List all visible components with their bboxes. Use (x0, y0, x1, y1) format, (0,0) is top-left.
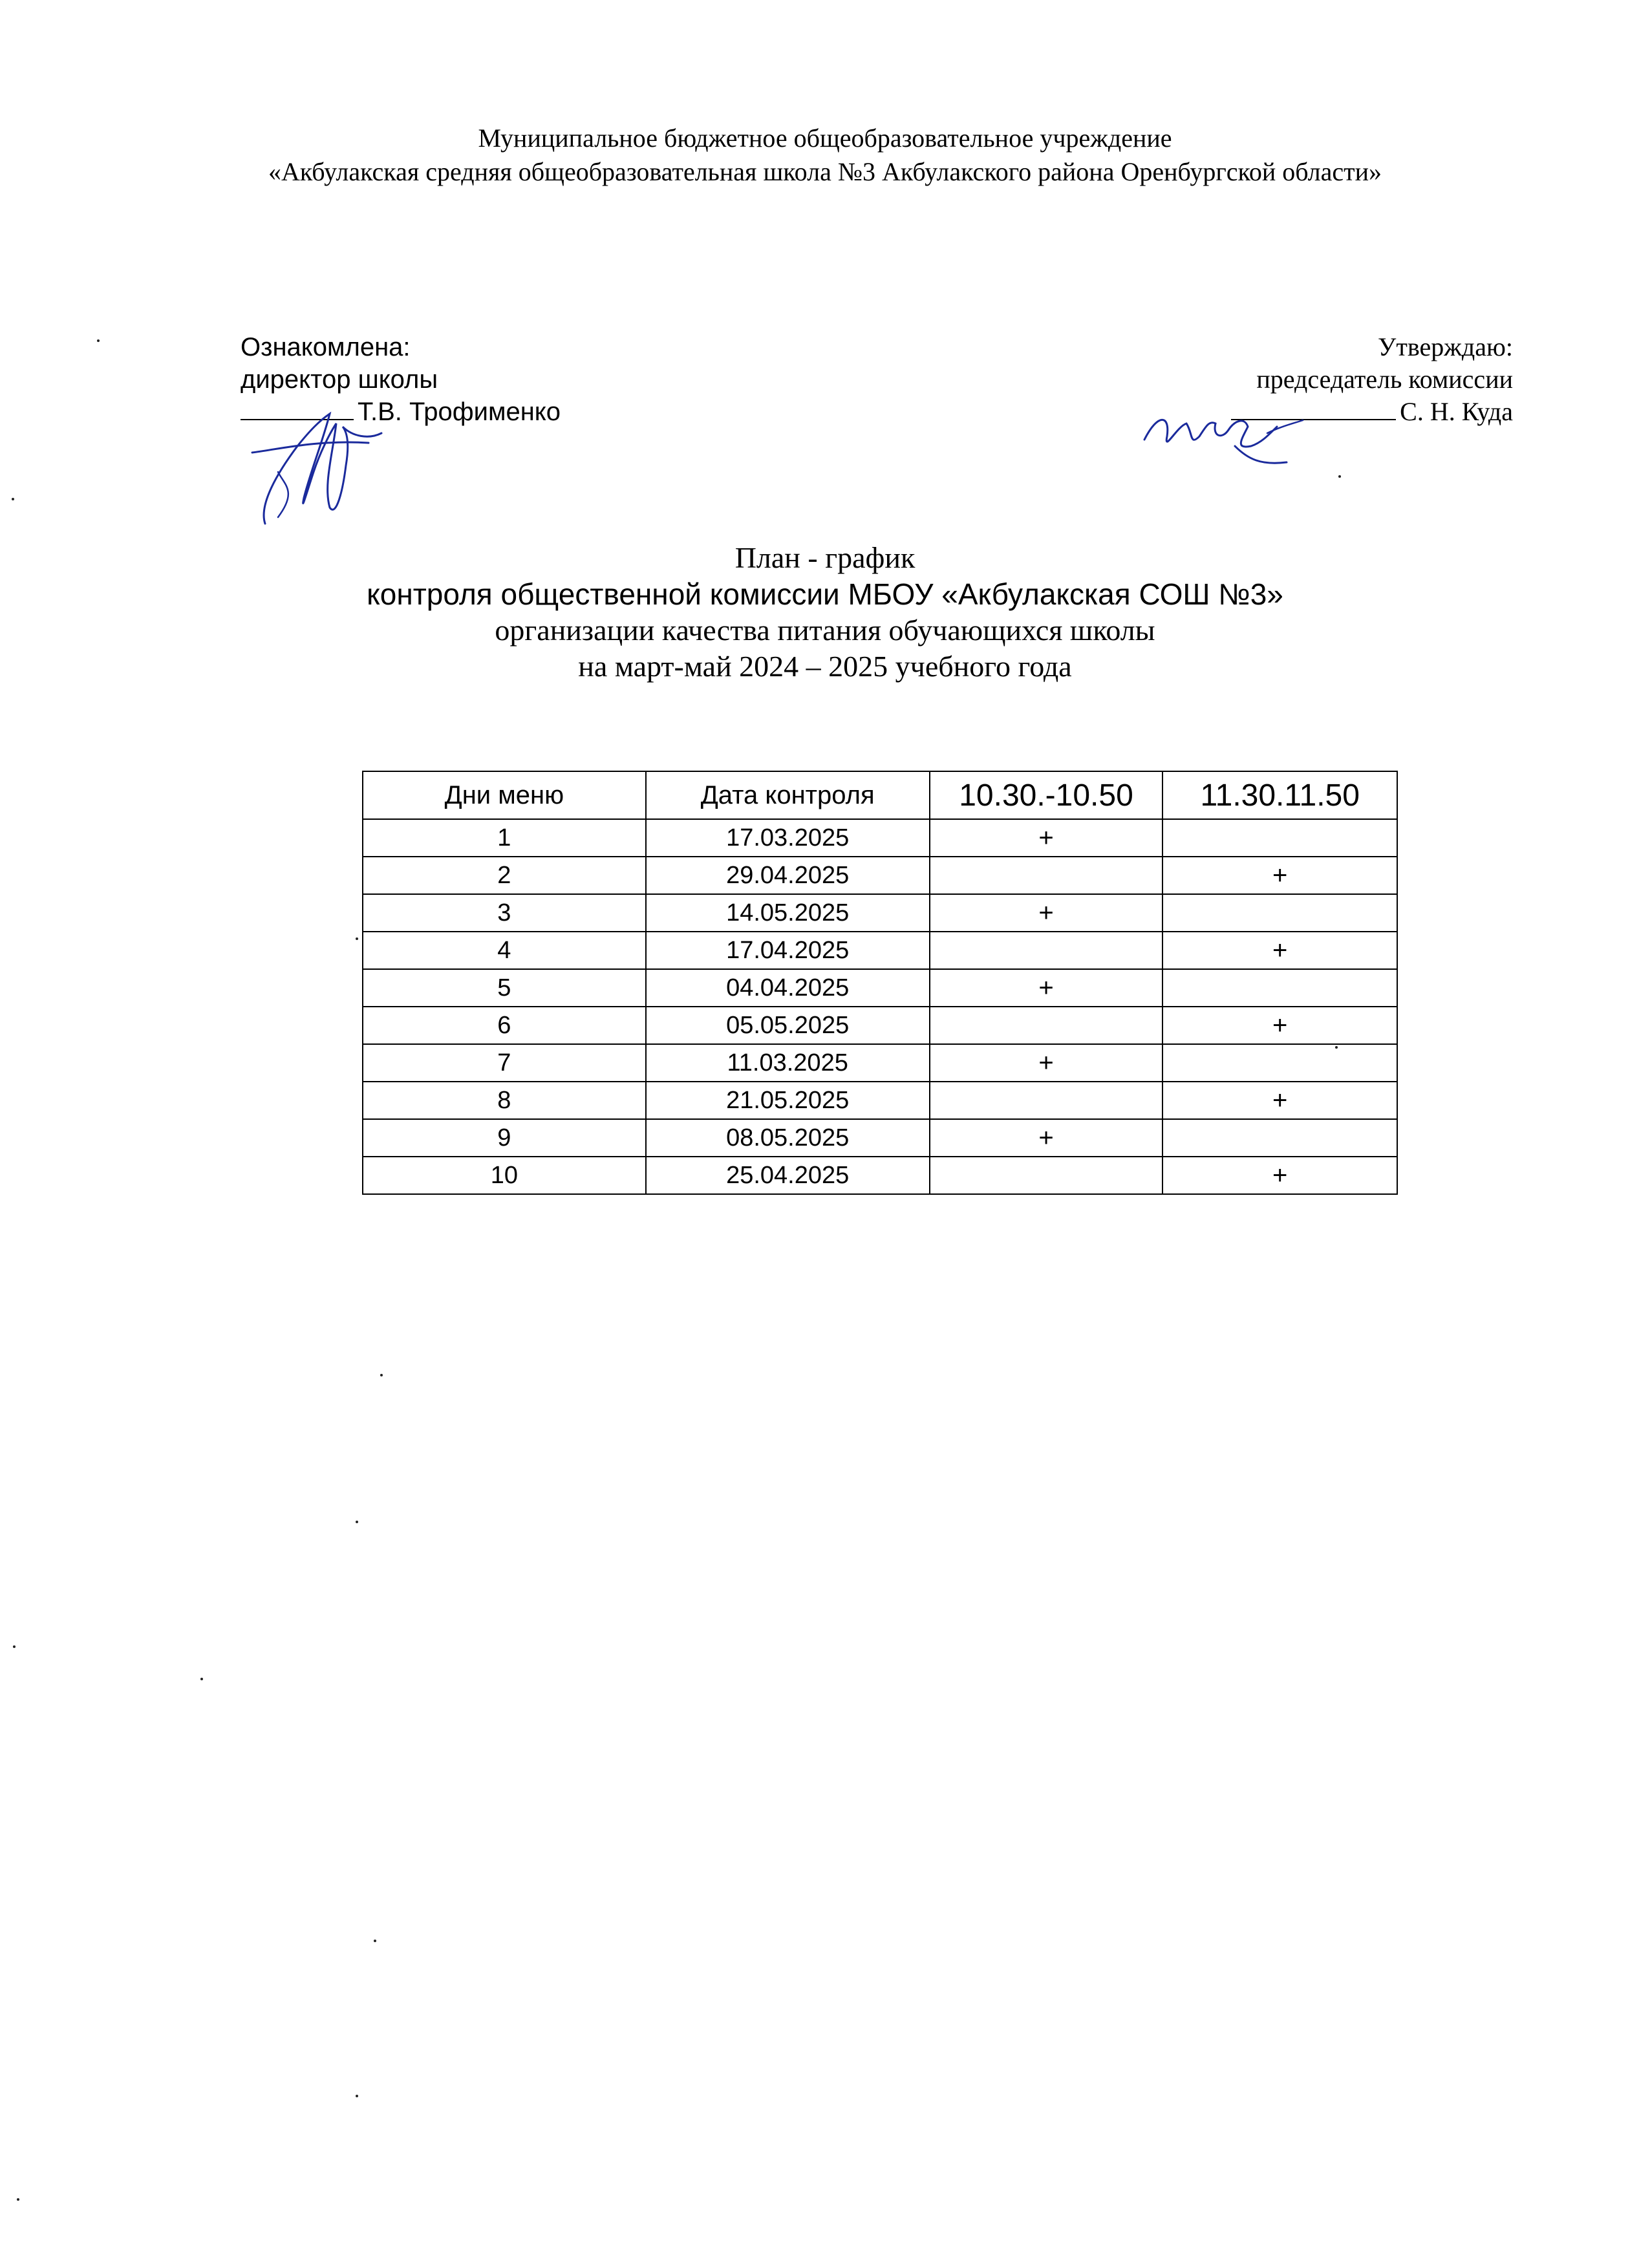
acknowledged-signature-block (241, 331, 693, 428)
menu-day-cell: 1 (363, 819, 646, 857)
table-row (363, 1157, 1397, 1194)
menu-day-cell: 9 (363, 1119, 646, 1157)
slot1-mark-cell (930, 1082, 1163, 1119)
date-cell: 17.04.2025 (646, 932, 930, 969)
table-header-row (363, 771, 1397, 819)
slot1-mark-cell (930, 857, 1163, 894)
menu-day-cell: 3 (363, 894, 646, 932)
acknowledged-label: Ознакомлена: (241, 333, 411, 361)
slot1-mark-cell: + (930, 819, 1163, 857)
table-row (363, 969, 1397, 1007)
slot1-mark-cell: + (930, 1119, 1163, 1157)
chairman-signature-line (1073, 396, 1513, 428)
slot1-mark-cell (930, 1157, 1163, 1194)
slot1-mark-cell (930, 932, 1163, 969)
scan-speck (356, 1521, 358, 1523)
menu-day-cell: 8 (363, 1082, 646, 1119)
scan-speck (97, 339, 100, 342)
slot2-mark-cell (1162, 894, 1397, 932)
director-role: директор школы (241, 365, 438, 394)
date-cell: 04.04.2025 (646, 969, 930, 1007)
institution-header (0, 122, 1650, 189)
director-signature-line (241, 396, 693, 428)
header-control-date: Дата контроля (646, 771, 930, 819)
slot2-mark-cell: + (1162, 1082, 1397, 1119)
menu-day-cell: 5 (363, 969, 646, 1007)
date-cell: 29.04.2025 (646, 857, 930, 894)
scan-speck (1335, 1046, 1338, 1049)
scan-speck (13, 1645, 16, 1648)
slot2-mark-cell: + (1162, 857, 1397, 894)
title-line-3: организации качества питания обучающихся школы (495, 614, 1155, 647)
signature-underline (1231, 396, 1396, 420)
slot2-mark-cell (1162, 1044, 1397, 1082)
table-row (363, 1044, 1397, 1082)
slot1-mark-cell: + (930, 969, 1163, 1007)
date-cell: 17.03.2025 (646, 819, 930, 857)
slot2-mark-cell (1162, 1119, 1397, 1157)
institution-line-2: «Акбулакская средняя общеобразовательная школа №3 Акбулакского района Оренбургской области» (268, 157, 1382, 186)
scan-speck (1338, 475, 1341, 478)
slot2-mark-cell (1162, 819, 1397, 857)
institution-line-1: Муниципальное бюджетное общеобразовательное учреждение (478, 123, 1172, 153)
table-row (363, 1082, 1397, 1119)
scan-speck (200, 1678, 203, 1680)
date-cell: 05.05.2025 (646, 1007, 930, 1044)
table-row (363, 1007, 1397, 1044)
approval-label: Утверждаю: (1378, 332, 1513, 361)
menu-day-cell: 2 (363, 857, 646, 894)
control-schedule-table (362, 771, 1398, 1195)
scan-speck (380, 1374, 383, 1376)
director-name: Т.В. Трофименко (358, 398, 561, 426)
table-row (363, 932, 1397, 969)
header-time-slot-1: 10.30.-10.50 (930, 771, 1163, 819)
signature-underline (241, 396, 354, 420)
slot2-mark-cell: + (1162, 1007, 1397, 1044)
slot1-mark-cell: + (930, 894, 1163, 932)
menu-day-cell: 4 (363, 932, 646, 969)
chairman-name: С. Н. Куда (1400, 397, 1513, 426)
date-cell: 25.04.2025 (646, 1157, 930, 1194)
scan-speck (17, 2198, 19, 2201)
slot1-mark-cell: + (930, 1044, 1163, 1082)
title-line-4: на март-май 2024 – 2025 учебного года (578, 650, 1072, 683)
date-cell: 08.05.2025 (646, 1119, 930, 1157)
menu-day-cell: 6 (363, 1007, 646, 1044)
table-row (363, 1119, 1397, 1157)
slot2-mark-cell: + (1162, 1157, 1397, 1194)
slot2-mark-cell: + (1162, 932, 1397, 969)
menu-day-cell: 7 (363, 1044, 646, 1082)
scan-speck (356, 937, 358, 940)
title-line-1: План - график (734, 541, 916, 574)
document-title (0, 540, 1650, 685)
date-cell: 21.05.2025 (646, 1082, 930, 1119)
header-menu-day: Дни меню (363, 771, 646, 819)
scan-speck (374, 1940, 376, 1942)
scan-speck (12, 498, 14, 500)
scan-speck (356, 2095, 358, 2097)
menu-day-cell: 10 (363, 1157, 646, 1194)
table-row (363, 857, 1397, 894)
header-time-slot-2: 11.30.11.50 (1162, 771, 1397, 819)
chairman-role: председатель комиссии (1256, 365, 1513, 394)
slot1-mark-cell (930, 1007, 1163, 1044)
date-cell: 11.03.2025 (646, 1044, 930, 1082)
table-row (363, 894, 1397, 932)
table-row (363, 819, 1397, 857)
title-line-2: контроля общественной комиссии МБОУ «Акбулакская СОШ №3» (367, 577, 1283, 611)
approval-signature-block (1073, 331, 1513, 428)
date-cell: 14.05.2025 (646, 894, 930, 932)
slot2-mark-cell (1162, 969, 1397, 1007)
